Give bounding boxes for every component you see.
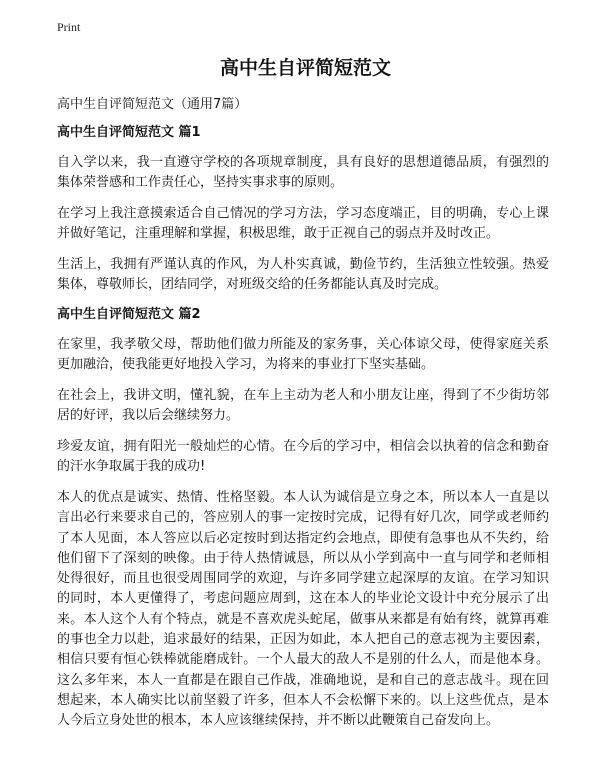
paragraph: 生活上，我拥有严谨认真的作风，为人朴实真诚，勤俭节约，生活独立性较强。热爱集体，尊敬师长，团结同学，对班级交给的任务都能认真及时完成。 [57,257,549,292]
paragraph: 自入学以来，我一直遵守学校的各项规章制度，具有良好的思想道德品质，有强烈的集体荣誉感和工作责任心，坚持实事求事的原则。 [57,155,549,190]
document-page [57,56,549,732]
paragraph: 在学习上我注意摸索适合自己情况的学习方法，学习态度端正，目的明确，专心上课并做好笔记，注重理解和掌握，积极思维，敢于正视自己的弱点并及时改正。 [57,206,549,241]
document-title: 高中生自评简短范文 [219,57,391,79]
section-1 [57,124,549,295]
paragraph: 在社会上，我讲文明，懂礼貌，在车上主动为老人和小朋友让座，得到了不少街坊邻居的好评，我以后会继续努力。 [57,388,549,423]
document-subtitle: 高中生自评简短范文（通用7篇） [57,97,248,112]
paragraph: 在家里，我孝敬父母，帮助他们做力所能及的家务事，关心体谅父母，使得家庭关系更加融洽，使我能更好地投入学习，为将来的事业打下坚实基础。 [57,337,549,372]
section-2 [57,306,549,732]
print-label: Print [57,20,81,34]
paragraph: 珍爱友谊，拥有阳光一般灿烂的心情。在今后的学习中，相信会以执着的信念和勤奋的汗水争取属于我的成功! [57,439,549,474]
paragraph: 本人的优点是诚实、热情、性格坚毅。本人认为诚信是立身之本，所以本人一直是以言出必行来要求自己的，答应别人的事一定按时完成，记得有好几次，同学或老师约了本人见面，本人答应以后必定按时到达指定约会地点，即使有急事也从不失约，给他们留下了深刻的映像。由于待人热情诚恳，所以从小学到高中一直与同学和老师相处得很好，而且也很受周围同学的欢迎，与许多同学建立起深厚的友谊。在学习知识的同时，本人更懂得了，考虑问题应周到，这在本人的毕业论文设计中充分展示了出来。本人这个人有个特点，就是不喜欢虎头蛇尾，做事从来都是有始有终，就算再难的事也全力以赴，追求最好的结果，正因为如此，本人把自己的意志视为主要因素，相信只要有恒心铁棒就能磨成针。一个人最大的敌人不是别的什么人，而是他本身。这么多年来，本人一直都是在跟自己作战，准确地说，是和自己的意志战斗。现在回想起来，本人确实比以前坚毅了许多，但本人不会松懈下来的。以上这些优点，是本人今后立身处世的根本，本人应该继续保持，并不断以此鞭策自己奋发向上。 [57,490,549,729]
section-heading: 高中生自评简短范文 篇1 [57,125,201,140]
section-heading: 高中生自评简短范文 篇2 [57,307,201,322]
